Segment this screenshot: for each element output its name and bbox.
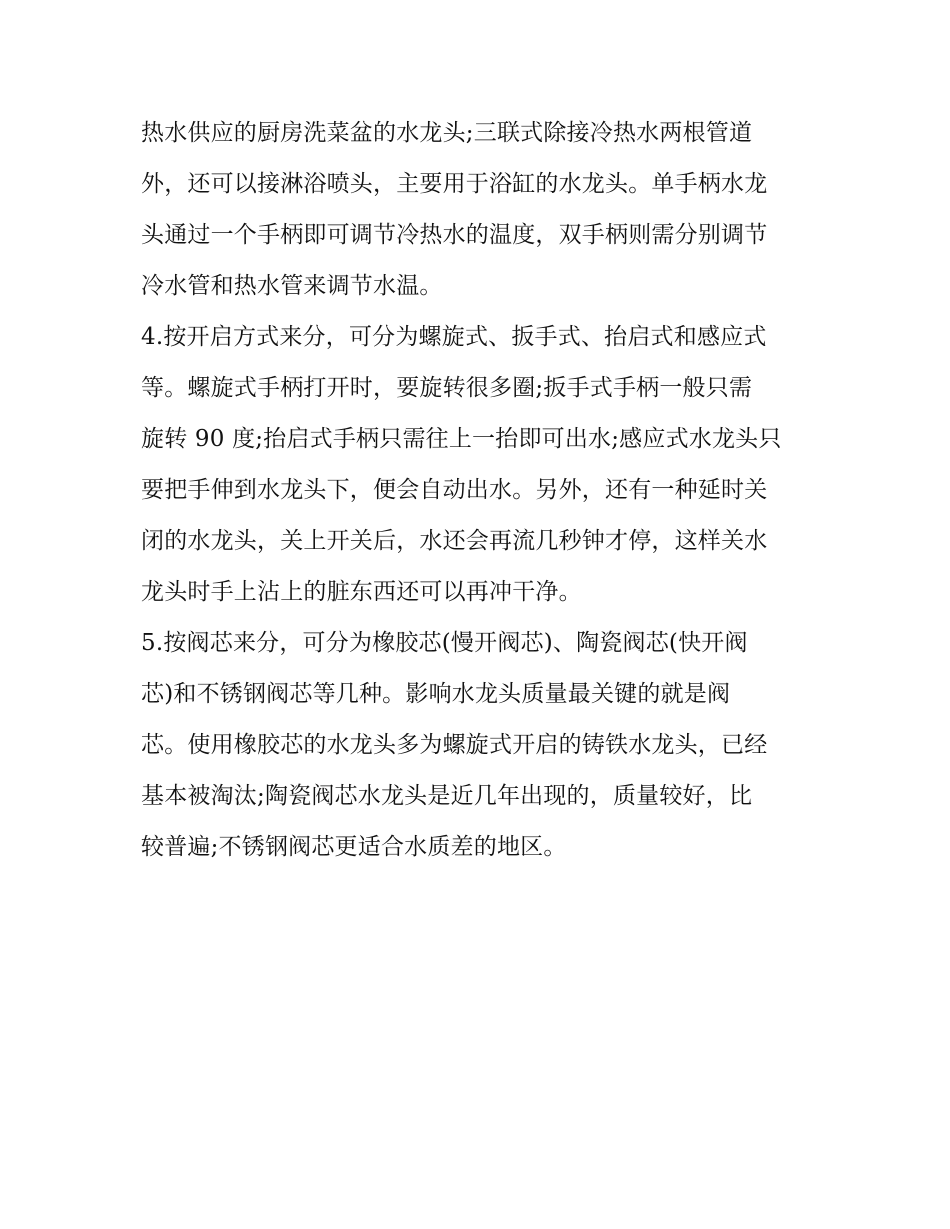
text-line: 旋转 90 度;抬启式手柄只需往上一抬即可出水;感应式水龙头只	[141, 426, 782, 452]
text-line: 芯。使用橡胶芯的水龙头多为螺旋式开启的铸铁水龙头，已经	[141, 732, 768, 758]
text-line: 5.按阀芯来分，可分为橡胶芯(慢开阀芯)、陶瓷阀芯(快开阀	[141, 630, 748, 656]
document-body	[141, 108, 821, 873]
text-line: 较普遍;不锈钢阀芯更适合水质差的地区。	[141, 834, 567, 860]
text-line: 闭的水龙头，关上开关后，水还会再流几秒钟才停，这样关水	[141, 528, 768, 554]
text-line: 芯)和不锈钢阀芯等几种。影响水龙头质量最关键的就是阀	[141, 681, 731, 707]
text-line: 冷水管和热水管来调节水温。	[141, 273, 443, 299]
text-line: 外，还可以接淋浴喷头，主要用于浴缸的水龙头。单手柄水龙	[141, 171, 768, 197]
text-line: 4.按开启方式来分，可分为螺旋式、扳手式、抬启式和感应式	[141, 324, 767, 350]
text-line: 等。螺旋式手柄打开时，要旋转很多圈;扳手式手柄一般只需	[141, 375, 753, 401]
text-line: 热水供应的厨房洗菜盆的水龙头;三联式除接冷热水两根管道	[141, 120, 753, 146]
text-line: 龙头时手上沾上的脏东西还可以再冲干净。	[141, 579, 582, 605]
text-line: 要把手伸到水龙头下，便会自动出水。另外，还有一种延时关	[141, 477, 768, 503]
text-line: 基本被淘汰;陶瓷阀芯水龙头是近几年出现的，质量较好，比	[141, 783, 753, 809]
text-line: 头通过一个手柄即可调节冷热水的温度，双手柄则需分别调节	[141, 222, 768, 248]
